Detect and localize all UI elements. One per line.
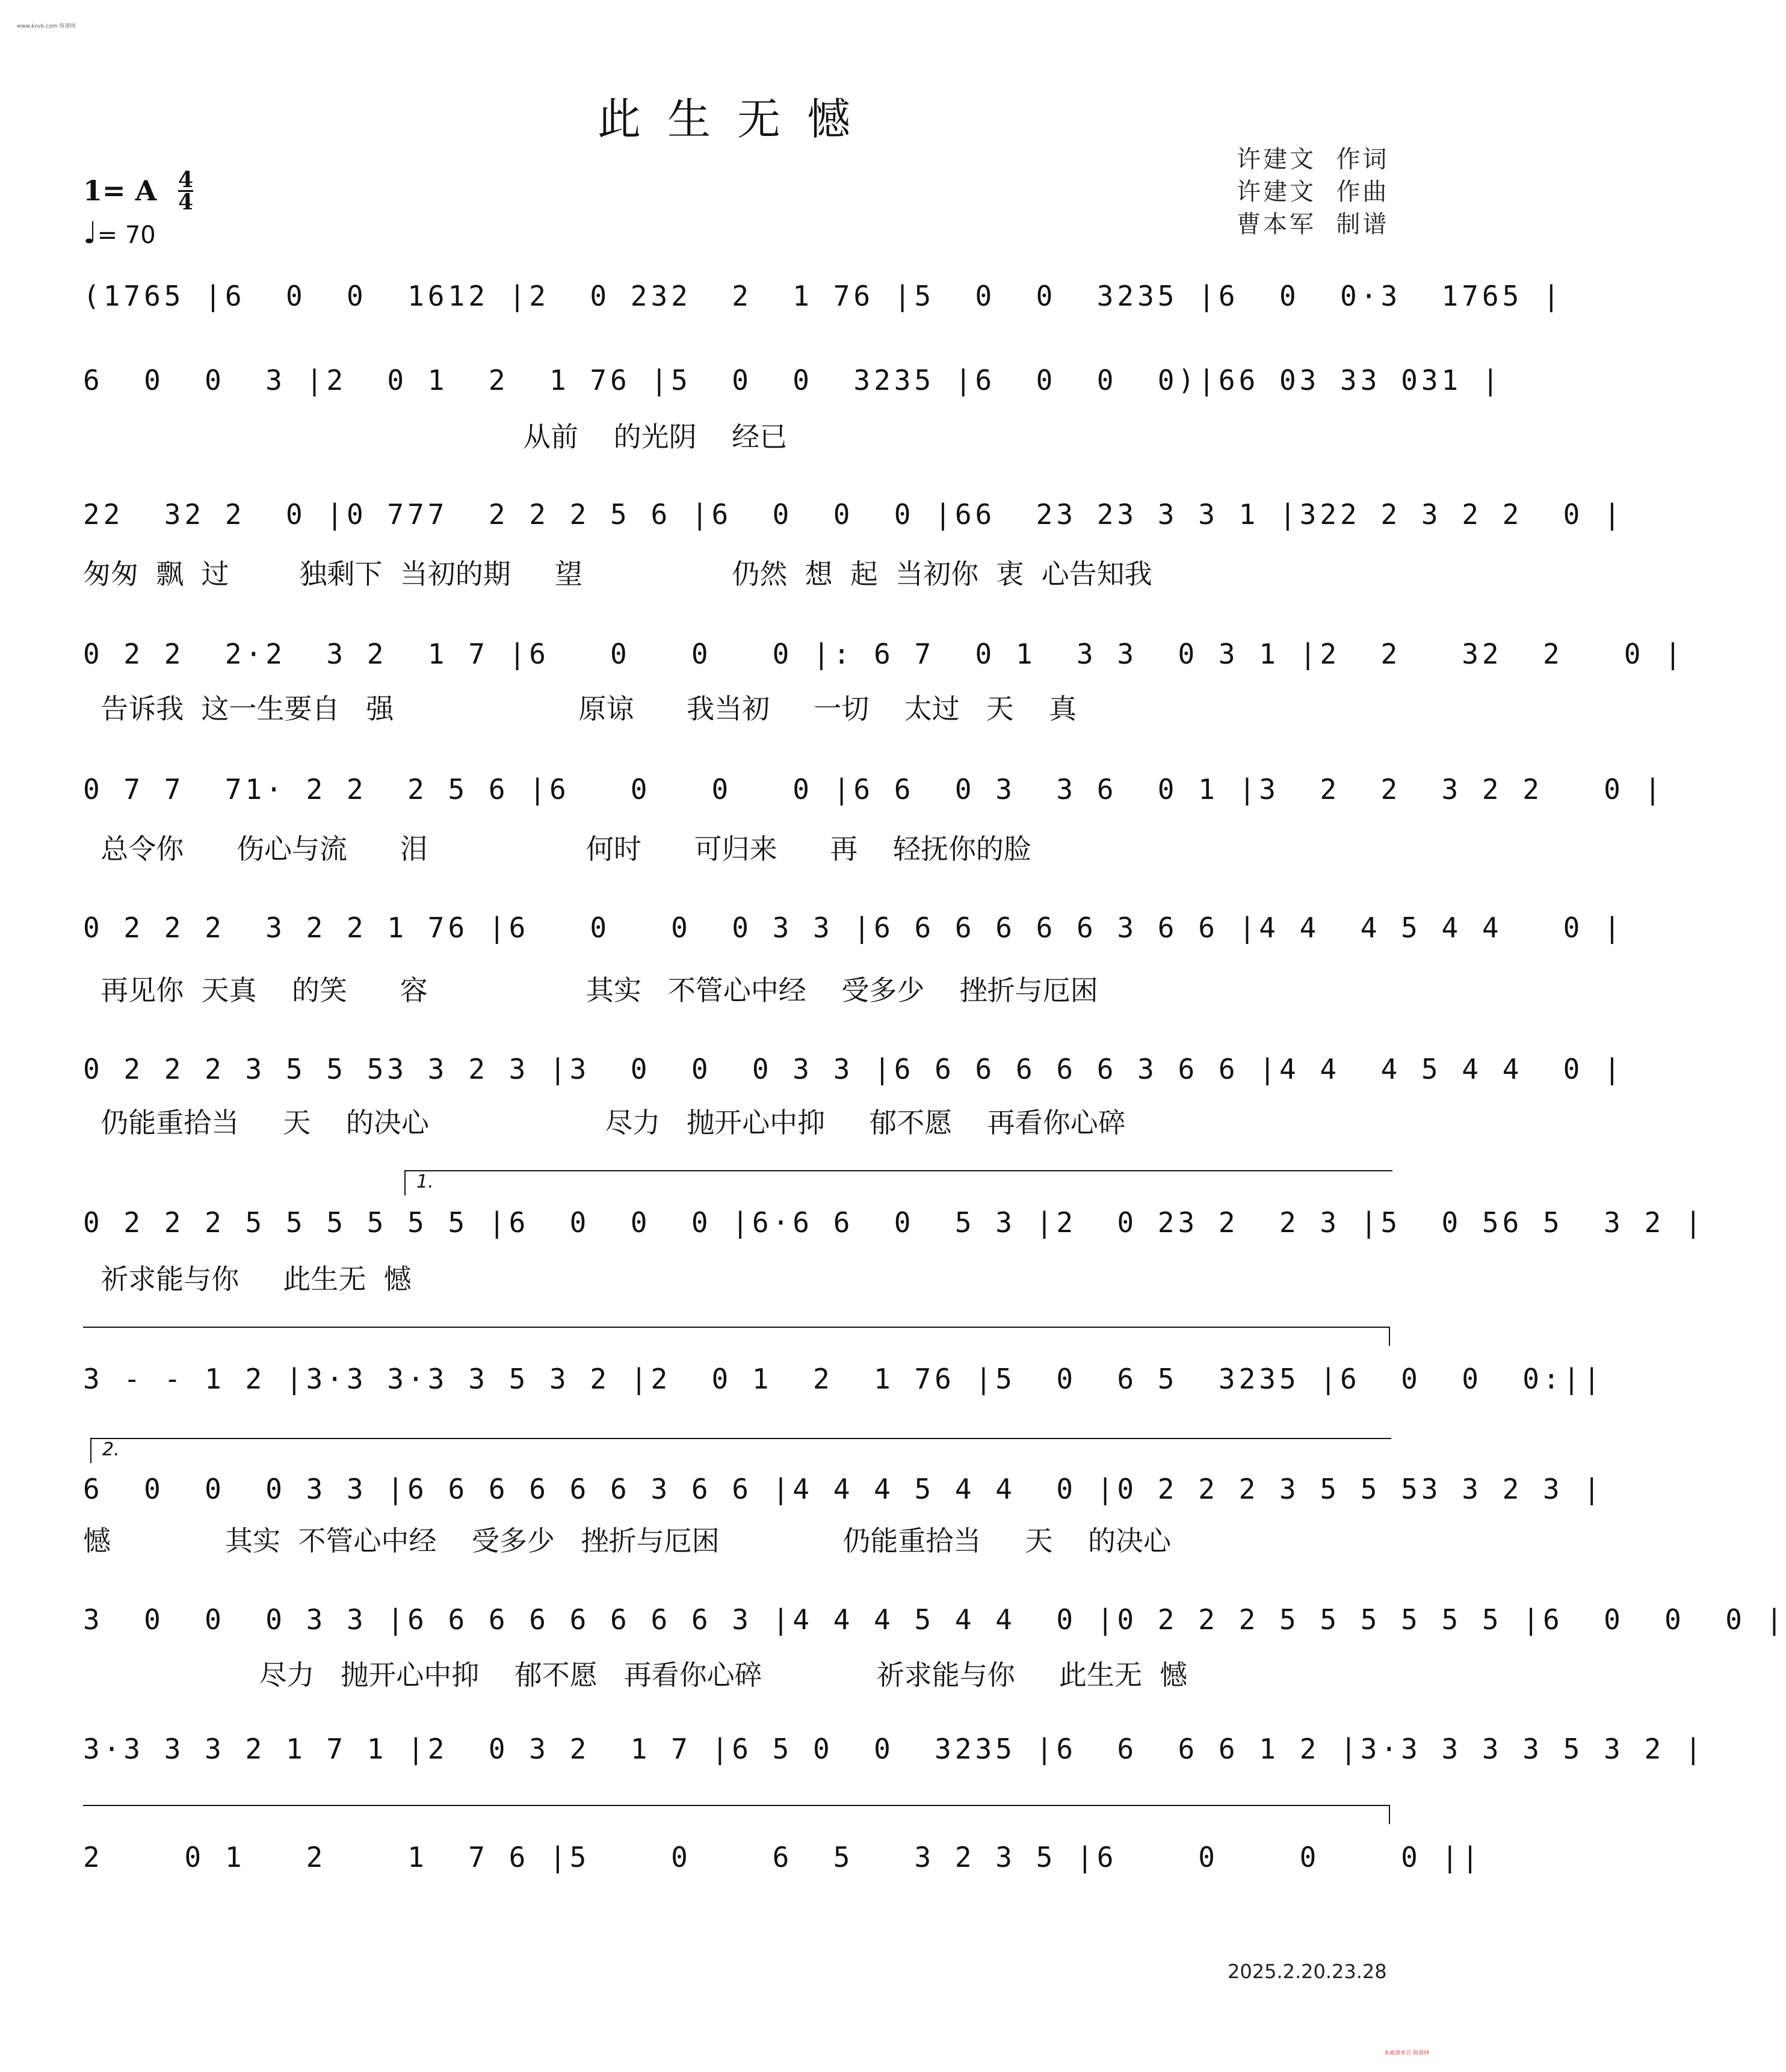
key-signature: 1= A bbox=[83, 174, 157, 207]
score-line-5: 0 7 7 71· 2 2 2 5 6 |6 0 0 0 |6 6 0 3 3 6 0 1 |3 2 2 3 2 2 0 | bbox=[83, 773, 1665, 806]
score-line-8: 0 2 2 2 5 5 5 5 5 5 |6 0 0 0 |6·6 6 0 5 3 |2 0 23 2 2 3 |5 0 56 5 3 2 | bbox=[83, 1206, 1705, 1239]
credits bbox=[1237, 143, 1389, 241]
ending-bracket bbox=[83, 1805, 1390, 1824]
score-line-3: 22 32 2 0 |0 777 2 2 2 5 6 |6 0 0 0 |66 23 23 3 3 1 |322 2 3 2 2 0 | bbox=[83, 498, 1624, 531]
score-line-13: 2 0 1 2 1 7 6 |5 0 6 5 3 2 3 5 |6 0 0 0 || bbox=[83, 1841, 1482, 1873]
score-line-6: 0 2 2 2 3 2 2 1 76 |6 0 0 0 3 3 |6 6 6 6 6 6 3 6 6 |4 4 4 5 4 4 0 | bbox=[83, 911, 1624, 944]
credit-lyricist: 许建文 作词 bbox=[1237, 146, 1389, 173]
volta-bracket-1 bbox=[404, 1170, 1392, 1195]
left-edge-watermark bbox=[0, 0, 11, 2072]
lyrics-line-2: 从前 的光阴 经已 bbox=[83, 421, 788, 453]
score-line-4: 0 2 2 2·2 3 2 1 7 |6 0 0 0 |: 6 7 0 1 3 3 0 3 1 |2 2 32 2 0 | bbox=[83, 638, 1685, 670]
score-line-1: (1765 |6 0 0 1612 |2 0 232 2 1 76 |5 0 0 3235 |6 0 0·3 1765 | bbox=[83, 280, 1563, 312]
site-watermark: www.knvk.com 简谱网 bbox=[17, 23, 76, 29]
lyrics-line-10: 憾 其实 不管心中经 受多少 挫折与厄困 仍能重拾当 天 的决心 bbox=[83, 1525, 1171, 1557]
quarter-note-icon: ♩ bbox=[83, 215, 97, 250]
lyrics-line-8: 祈求能与你 此生无 憾 bbox=[83, 1263, 412, 1295]
tempo-marking bbox=[83, 215, 156, 250]
volta-bracket-2 bbox=[90, 1438, 1391, 1463]
lyrics-line-4: 告诉我 这一生要自 强 原谅 我当初 一切 太过 天 真 bbox=[83, 692, 1077, 725]
lyrics-line-11: 尽力 抛开心中抑 郁不愿 再看你心碎 祈求能与你 此生无 憾 bbox=[83, 1659, 1188, 1691]
tempo-value: = 70 bbox=[97, 221, 156, 249]
page-title: 此生无憾 bbox=[597, 94, 877, 144]
lyrics-line-6: 再见你 天真 的笑 容 其实 不管心中经 受多少 挫折与厄困 bbox=[83, 974, 1098, 1007]
score-line-10: 6 0 0 0 3 3 |6 6 6 6 6 6 3 6 6 |4 4 4 5 4 4 0 |0 2 2 2 3 5 5 53 3 2 3 | bbox=[83, 1473, 1604, 1505]
volta-continuation bbox=[83, 1327, 1390, 1346]
date-stamp: 2025.2.20.23.28 bbox=[1228, 1960, 1387, 1983]
score-line-11: 3 0 0 0 3 3 |6 6 6 6 6 6 6 6 3 |4 4 4 5 4 4 0 |0 2 2 2 5 5 5 5 5 5 |6 0 0 0 | bbox=[83, 1603, 1786, 1636]
score-line-12: 3·3 3 3 2 1 7 1 |2 0 3 2 1 7 |6 5 0 0 3235 |6 6 6 6 1 2 |3·3 3 3 3 5 3 2 | bbox=[83, 1733, 1705, 1765]
time-signature bbox=[178, 167, 194, 215]
time-sig-bottom: 4 bbox=[178, 190, 194, 215]
volta-1-label: 1. bbox=[416, 1171, 434, 1192]
score-line-7: 0 2 2 2 3 5 5 53 3 2 3 |3 0 0 0 3 3 |6 6 6 6 6 6 3 6 6 |4 4 4 5 4 4 0 | bbox=[83, 1053, 1624, 1085]
credit-transcriber: 曹本军 制谱 bbox=[1237, 211, 1389, 238]
score-line-9: 3 - - 1 2 |3·3 3·3 3 5 3 2 |2 0 1 2 1 76 |5 0 6 5 3235 |6 0 0 0:|| bbox=[83, 1363, 1604, 1395]
lyrics-line-5: 总令你 伤心与流 泪 何时 可归来 再 轻抚你的脸 bbox=[83, 833, 1031, 865]
volta-2-label: 2. bbox=[102, 1439, 120, 1460]
corner-watermark: 本曲谱来自 简谱网 bbox=[1384, 2050, 1429, 2056]
lyrics-line-7: 仍能重拾当 天 的决心 尽力 抛开心中抑 郁不愿 再看你心碎 bbox=[83, 1106, 1126, 1139]
time-sig-top: 4 bbox=[178, 167, 194, 193]
score-line-2: 6 0 0 3 |2 0 1 2 1 76 |5 0 0 3235 |6 0 0 0)|66 03 33 031 | bbox=[83, 364, 1503, 396]
lyrics-line-3: 匆匆 飘 过 独剩下 当初的期 望 仍然 想 起 当初你 衷 心告知我 bbox=[83, 558, 1152, 590]
credit-composer: 许建文 作曲 bbox=[1237, 178, 1389, 206]
